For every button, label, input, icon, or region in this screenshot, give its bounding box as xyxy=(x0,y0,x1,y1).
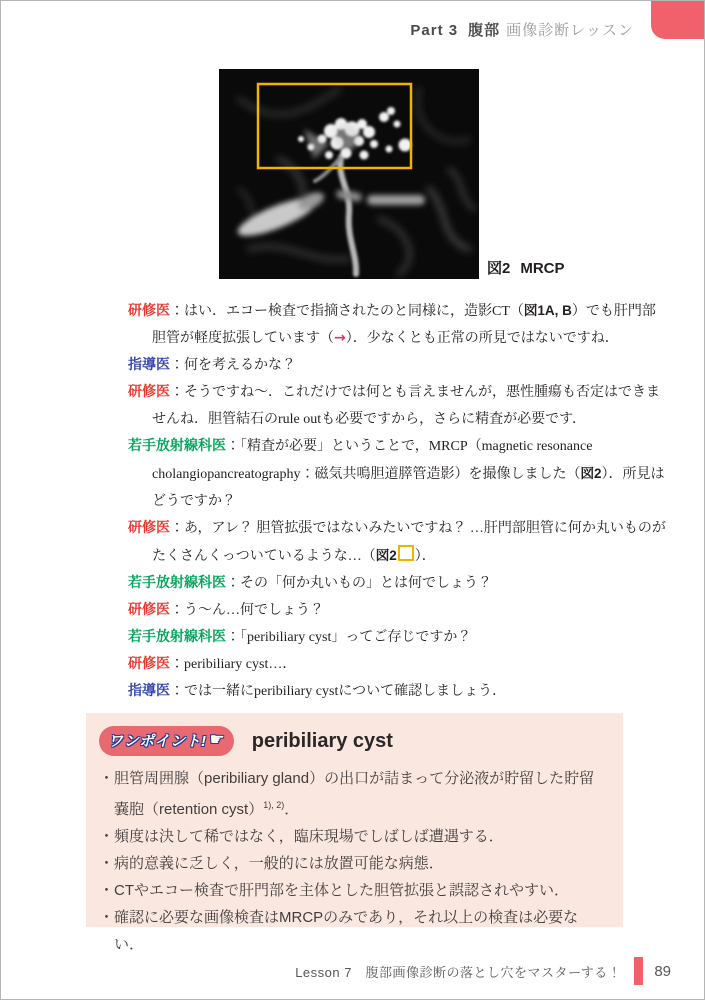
figure-reference: 図2 xyxy=(375,548,397,563)
speaker-trainee: 研修医 xyxy=(128,521,170,536)
figure-caption-label: 図2 xyxy=(487,260,511,277)
speaker-radiologist: 若手放射線科医 xyxy=(128,576,226,591)
utterance-text: ）でも肝門部胆管が軽度拡張しています（ xyxy=(152,304,656,346)
utterance-text: ：はい．エコー検査で指摘されたのと同様に，造影CT（ xyxy=(170,304,524,319)
mrcp-image xyxy=(219,69,479,279)
page-header xyxy=(1,19,634,40)
bullet-item-3 xyxy=(99,850,607,877)
utterance-text: ：何を考えるかな？ xyxy=(170,358,296,373)
header-title-label: 画像診断レッスン xyxy=(506,22,634,39)
onepoint-bullet-list xyxy=(99,765,607,958)
utterance-text: ）． xyxy=(414,549,436,564)
speaker-radiologist: 若手放射線科医 xyxy=(128,630,226,645)
figure-reference: 図1A, B xyxy=(523,303,572,318)
header-section-label: 腹部 xyxy=(468,22,501,39)
utterance-8 xyxy=(128,624,668,651)
onepoint-badge-label: ワンポイント! xyxy=(108,732,207,750)
utterance-text: ：「精査が必要」ということで，MRCP（magnetic resonance cholangiopancreatography：磁気共鳴胆道膵管造影）を撮像しました（ xyxy=(152,439,593,482)
speaker-trainee: 研修医 xyxy=(128,304,170,319)
bullet-marker: ・ xyxy=(99,882,115,899)
page-number: 89 xyxy=(654,962,671,980)
speaker-trainee: 研修医 xyxy=(128,385,170,400)
utterance-10 xyxy=(128,678,668,705)
utterance-5 xyxy=(128,515,668,570)
speaker-radiologist: 若手放射線科医 xyxy=(128,439,226,454)
utterance-text: ）．所見はどうですか？ xyxy=(152,467,665,509)
speaker-trainee: 研修医 xyxy=(128,603,170,618)
header-part-label: Part 3 xyxy=(410,22,459,39)
utterance-text: ：では一緒にperibiliary cystについて確認しましょう． xyxy=(170,684,507,699)
figure-reference: 図2 xyxy=(580,466,602,481)
utterance-9 xyxy=(128,651,668,678)
bullet-text: CTやエコー検査で肝門部を主体とした胆管拡張と誤認されやすい． xyxy=(114,882,570,899)
reference-superscript: 1), 2) xyxy=(263,800,285,810)
bullet-item-5 xyxy=(99,904,607,958)
onepoint-header xyxy=(99,723,607,759)
onepoint-title: peribiliary cyst xyxy=(251,729,393,752)
speaker-supervisor: 指導医 xyxy=(128,684,170,699)
utterance-text: ：そうですね～．これだけでは何とも言えませんが，悪性腫瘍も否定はできませんね．胆管結石のrule outも必要ですから，さらに精査が必要です． xyxy=(152,385,660,427)
bullet-text: 病的意義に乏しく，一般的には放置可能な病態． xyxy=(114,855,444,872)
utterance-4 xyxy=(128,433,668,515)
speaker-trainee: 研修医 xyxy=(128,657,170,672)
bullet-marker: ・ xyxy=(99,855,115,872)
bullet-marker: ・ xyxy=(99,770,115,787)
utterance-text: ：その「何か丸いもの」とは何でしょう？ xyxy=(226,576,492,591)
pointing-hand-icon: ☛ xyxy=(209,730,225,749)
utterance-3 xyxy=(128,379,668,433)
onepoint-box xyxy=(86,713,623,953)
utterance-text: ）．少なくとも正常の所見ではないですね． xyxy=(345,331,619,346)
utterance-text: ：peribiliary cyst…． xyxy=(170,657,297,672)
bullet-item-2 xyxy=(99,823,607,850)
footer-red-bar xyxy=(634,957,643,985)
bullet-text: 頻度は決して稀ではなく，臨床現場でしばしば遭遇する． xyxy=(114,828,504,845)
utterance-6 xyxy=(128,570,668,597)
bullet-item-1 xyxy=(99,765,607,823)
bullet-text: 胆管周囲腺（peribiliary gland）の出口が詰まって分泌液が貯留した貯留嚢胞（retention cyst） xyxy=(114,770,595,818)
utterance-7 xyxy=(128,597,668,624)
yellow-square-marker xyxy=(398,545,414,561)
utterance-2 xyxy=(128,352,668,379)
figure-caption-text: MRCP xyxy=(520,260,565,277)
bullet-text: 確認に必要な画像検査はMRCPのみであり，それ以上の検査は必要ない． xyxy=(114,909,579,953)
onepoint-badge xyxy=(99,726,234,756)
utterance-text: ：「peribiliary cyst」ってご存じですか？ xyxy=(226,630,472,645)
bullet-item-4 xyxy=(99,877,607,904)
figure-mrcp xyxy=(219,69,565,279)
utterance-text: ：う～ん…何でしょう？ xyxy=(170,603,324,618)
page-footer xyxy=(1,957,671,985)
figure-caption xyxy=(487,257,565,278)
bullet-marker: ・ xyxy=(99,909,115,926)
bullet-text: ． xyxy=(284,801,300,818)
utterance-text: ：あ，アレ？ 胆管拡張ではないみたいですね？ …肝門部胆管に何か丸いものがたくさんくっついているような…（ xyxy=(152,521,666,564)
bullet-marker: ・ xyxy=(99,828,115,845)
speaker-supervisor: 指導医 xyxy=(128,358,170,373)
utterance-1 xyxy=(128,297,668,352)
red-arrow-icon: → xyxy=(334,330,346,346)
dialogue-section xyxy=(128,297,668,705)
chapter-tab-marker xyxy=(651,1,704,39)
footer-lesson-title: Lesson 7 腹部画像診断の落とし穴をマスターする！ xyxy=(295,964,622,980)
